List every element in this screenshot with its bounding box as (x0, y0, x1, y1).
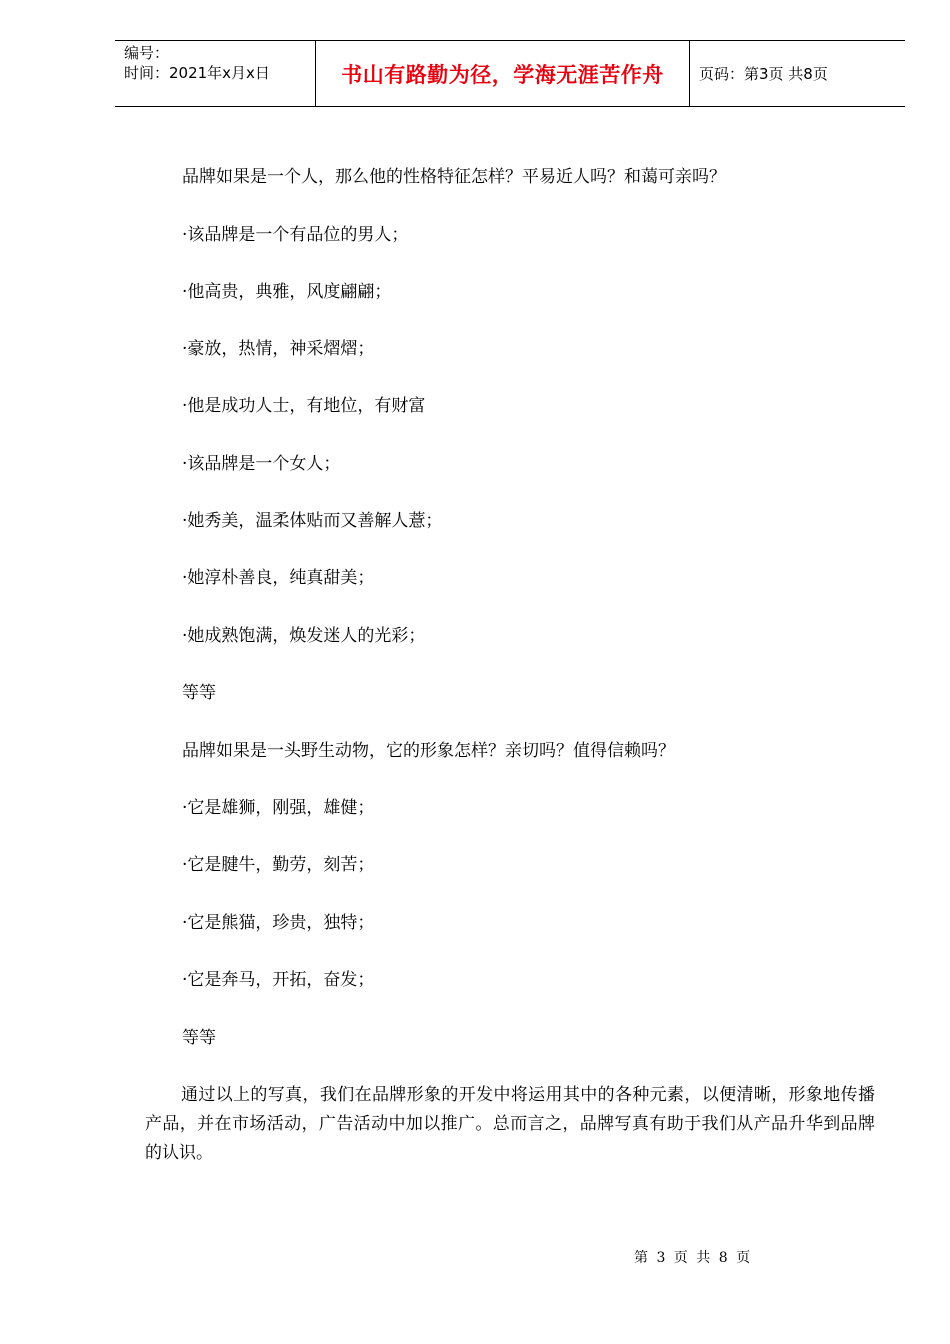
closing-paragraph: 通过以上的写真，我们在品牌形象的开发中将运用其中的各种元素，以便清晰，形象地传播产品，并在市场活动，广告活动中加以推广。总而言之，品牌写真有助于我们从产品升华到品牌的认识。 (145, 1085, 875, 1163)
body-line: ·它是腱牛，勤劳，刻苦； (182, 855, 375, 875)
body-line: ·它是奔马，开拓，奋发； (182, 970, 375, 990)
body-line: 品牌如果是一个人，那么他的性格特征怎样？平易近人吗？和蔼可亲吗？ (182, 167, 726, 187)
header-page-cell (690, 41, 905, 106)
document-header (115, 40, 905, 107)
body-line: ·她成熟饱满，焕发迷人的光彩； (182, 626, 426, 646)
header-meta-cell (115, 41, 316, 106)
body-line: ·他高贵，典雅，风度翩翩； (182, 282, 392, 302)
body-line: 等等 (182, 1028, 216, 1048)
body-line: ·她秀美，温柔体贴而又善解人薏； (182, 511, 443, 531)
body-line: 等等 (182, 683, 216, 703)
body-line: ·豪放，热情，神采熠熠； (182, 339, 375, 359)
body-line: ·它是雄狮，刚强，雄健； (182, 798, 375, 818)
body-line: ·该品牌是一个女人； (182, 454, 341, 474)
document-time-label: 时间：2021年x月x日 (124, 64, 270, 82)
body-line: ·她淳朴善良，纯真甜美； (182, 568, 375, 588)
body-line: ·该品牌是一个有品位的男人； (182, 225, 409, 245)
body-line: 品牌如果是一头野生动物，它的形象怎样？亲切吗？值得信赖吗？ (182, 741, 675, 761)
header-motto-cell (316, 41, 690, 106)
document-number-label: 编号： (124, 44, 170, 62)
page-footer: 第 3 页 共 8 页 (634, 1250, 753, 1266)
header-page-label: 页码：第3页 共8页 (699, 65, 828, 83)
body-line: ·它是熊猫，珍贵，独特； (182, 913, 375, 933)
header-motto: 书山有路勤为径，学海无涯苦作舟 (341, 62, 664, 87)
body-line: ·他是成功人士，有地位，有财富 (182, 396, 426, 416)
